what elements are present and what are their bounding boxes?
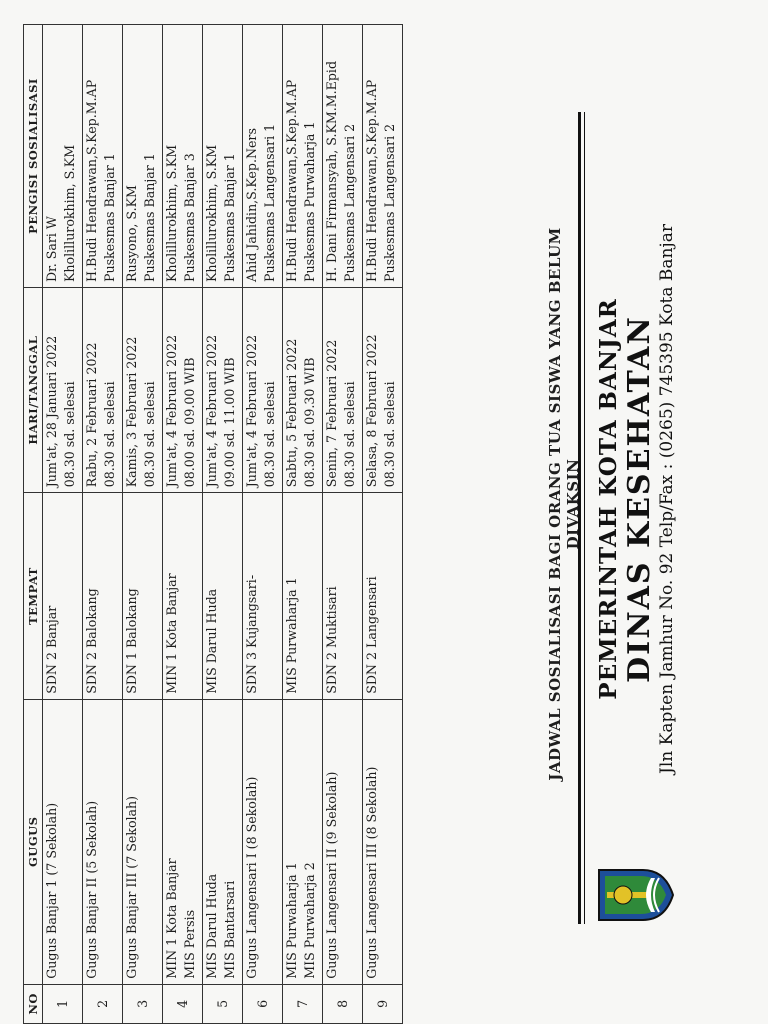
cell-pengisi-line: Puskesmas Banjar 1 <box>102 153 117 283</box>
cell-no <box>323 984 363 1023</box>
cell-pengisi-line: Kholillurokhim, S.KM <box>164 144 179 283</box>
cell-tempat <box>283 493 323 700</box>
cell-pengisi-line: Puskesmas Langensari 2 <box>382 123 397 283</box>
cell-gugus <box>83 699 123 984</box>
cell-hari-tanggal <box>163 288 203 493</box>
cell-gugus <box>163 699 203 984</box>
cell-tempat <box>363 493 403 700</box>
cell-gugus-line: MIS Darul Huda <box>204 873 219 979</box>
cell-pengisi-line: Puskesmas Banjar 1 <box>142 153 157 283</box>
cell-tempat-line: SDN 2 Langensari <box>364 576 379 694</box>
table-row <box>163 25 203 1024</box>
cell-tempat-line: SDN 2 Banjar <box>44 605 59 694</box>
cell-hari-tanggal-line: 08.30 sd. selesai <box>342 381 357 488</box>
cell-hari-tanggal-line: Rabu, 2 Februari 2022 <box>84 342 99 488</box>
cell-pengisi-line: H.Budi Hendrawan,S.Kep.M.AP <box>84 79 99 283</box>
cell-gugus <box>363 699 403 984</box>
cell-tempat-line: SDN 2 Muktisari <box>324 586 339 694</box>
cell-hari-tanggal <box>123 288 163 493</box>
cell-no <box>163 984 203 1023</box>
table-row <box>123 25 163 1024</box>
agency-address: Jln Kapten Jamhur No. 92 Telp/Fax : (0265) 745395 Kota Banjar <box>657 224 677 774</box>
cell-tempat <box>123 493 163 700</box>
cell-tempat <box>323 493 363 700</box>
cell-gugus-line: MIS Persis <box>182 909 197 979</box>
table-row <box>83 25 123 1024</box>
letterhead-rule-thin <box>584 112 585 924</box>
cell-pengisi-line: H. Dani Firmansyah, S.KM.M.Epid <box>324 60 339 283</box>
cell-gugus-line: Gugus Banjar II (5 Sekolah) <box>84 800 99 979</box>
cell-pengisi <box>243 25 283 288</box>
header-hari-tanggal: HARI/TANGGAL <box>24 288 43 493</box>
cell-hari-tanggal-line: Senin, 7 Februari 2022 <box>324 339 339 488</box>
agency-name: DINAS KESEHATAN <box>622 315 657 683</box>
cell-pengisi <box>283 25 323 288</box>
cell-tempat <box>83 493 123 700</box>
cell-hari-tanggal-line: 08.30 sd. selesai <box>262 381 277 488</box>
cell-hari-tanggal-line: Jum'at, 28 Januari 2022 <box>44 335 59 488</box>
cell-gugus-line: Gugus Banjar III (7 Sekolah) <box>124 795 139 979</box>
table-row <box>323 25 363 1024</box>
cell-gugus-line: MIN 1 Kota Banjar <box>164 858 179 979</box>
cell-hari-tanggal <box>323 288 363 493</box>
cell-no-line: 3 <box>134 999 150 1008</box>
cell-hari-tanggal-line: Kamis, 3 Februari 2022 <box>124 336 139 488</box>
cell-hari-tanggal-line: 08.30 sd. selesai <box>382 381 397 488</box>
cell-pengisi-line: H.Budi Hendrawan,S.Kep.M.AP <box>364 79 379 283</box>
header-gugus: GUGUS <box>24 699 43 984</box>
cell-hari-tanggal-line: Selasa, 8 Februari 2022 <box>364 334 379 488</box>
cell-pengisi-line: Puskesmas Banjar 1 <box>222 153 237 283</box>
cell-hari-tanggal-line: 08.30 sd. 09.30 WIB <box>302 357 317 488</box>
cell-pengisi <box>323 25 363 288</box>
table-row <box>243 25 283 1024</box>
cell-gugus <box>43 699 83 984</box>
cell-tempat-line: SDN 3 Kujangsari- <box>244 574 259 694</box>
cell-tempat-line: MIS Darul Huda <box>204 588 219 694</box>
cell-no <box>243 984 283 1023</box>
cell-gugus <box>323 699 363 984</box>
cell-tempat-line: MIS Purwaharja 1 <box>284 577 299 694</box>
cell-hari-tanggal-line: Jum'at, 4 Februari 2022 <box>204 334 219 488</box>
cell-pengisi <box>203 25 243 288</box>
cell-no-line: 8 <box>334 999 350 1008</box>
cell-pengisi <box>123 25 163 288</box>
cell-pengisi-line: Rusyono, S.KM <box>124 185 139 283</box>
cell-gugus-line: Gugus Langensari II (9 Sekolah) <box>324 771 339 979</box>
cell-gugus <box>123 699 163 984</box>
cell-pengisi-line: Puskesmas Purwaharja 1 <box>302 121 317 283</box>
table-row <box>43 25 83 1024</box>
cell-hari-tanggal-line: 09.00 sd. 11.00 WIB <box>222 357 237 488</box>
cell-hari-tanggal-line: 08.30 sd. selesai <box>102 381 117 488</box>
cell-no-line: 9 <box>374 999 390 1008</box>
document-title: JADWAL SOSIALISASI BAGI ORANG TUA SISWA YANG BELUM DIVAKSIN <box>546 227 582 781</box>
cell-no <box>203 984 243 1023</box>
cell-pengisi-line: Kholillurokhim, S.KM <box>62 144 77 283</box>
cell-hari-tanggal-line: Jum'at, 4 Februari 2022 <box>244 334 259 488</box>
header-pengisi: PENGISI SOSIALISASI <box>24 25 43 288</box>
table-row <box>363 25 403 1024</box>
cell-tempat <box>163 493 203 700</box>
cell-no-line: 5 <box>214 999 230 1008</box>
cell-hari-tanggal-line: Jum'at, 4 Februari 2022 <box>164 334 179 488</box>
cell-gugus-line: Gugus Langensari III (8 Sekolah) <box>364 766 379 979</box>
cell-gugus <box>243 699 283 984</box>
cell-tempat-line: SDN 1 Balokang <box>124 588 139 694</box>
cell-tempat <box>203 493 243 700</box>
cell-no-line: 1 <box>54 999 70 1008</box>
cell-pengisi <box>163 25 203 288</box>
header-no: NO <box>24 984 43 1023</box>
cell-hari-tanggal-line: 08.30 sd. selesai <box>142 381 157 488</box>
schedule-table <box>23 24 403 1024</box>
cell-gugus-line: MIS Purwaharja 1 <box>284 862 299 979</box>
government-name: PEMERINTAH KOTA BANJAR <box>595 298 622 700</box>
cell-hari-tanggal <box>43 288 83 493</box>
cell-tempat-line: MIN 1 Kota Banjar <box>164 573 179 694</box>
cell-hari-tanggal <box>363 288 403 493</box>
cell-gugus-line: MIS Bantarsari <box>222 880 237 979</box>
cell-no <box>123 984 163 1023</box>
cell-no <box>83 984 123 1023</box>
cell-gugus <box>203 699 243 984</box>
cell-tempat <box>43 493 83 700</box>
cell-pengisi-line: Dr. Sari W <box>44 216 59 283</box>
cell-gugus-line: MIS Purwaharja 2 <box>302 862 317 979</box>
cell-hari-tanggal <box>243 288 283 493</box>
cell-hari-tanggal-line: 08.00 sd. 09.00 WIB <box>182 357 197 488</box>
cell-pengisi <box>43 25 83 288</box>
cell-hari-tanggal <box>203 288 243 493</box>
cell-pengisi-line: Ahid Jahidin,S.Kep.Ners <box>244 128 259 283</box>
cell-no <box>283 984 323 1023</box>
cell-no-line: 7 <box>294 999 310 1008</box>
cell-gugus <box>283 699 323 984</box>
header-tempat: TEMPAT <box>24 493 43 700</box>
cell-pengisi-line: Kholillurokhim, S.KM <box>204 144 219 283</box>
cell-gugus-line: Gugus Langensari I (8 Sekolah) <box>244 776 259 979</box>
cell-pengisi-line: Puskesmas Banjar 3 <box>182 153 197 283</box>
table-row <box>283 25 323 1024</box>
cell-tempat <box>243 493 283 700</box>
cell-no-line: 4 <box>174 999 190 1008</box>
cell-pengisi <box>363 25 403 288</box>
table-row <box>203 25 243 1024</box>
cell-pengisi-line: Puskesmas Langensari 2 <box>342 123 357 283</box>
cell-gugus-line: Gugus Banjar 1 (7 Sekolah) <box>44 802 59 979</box>
cell-hari-tanggal-line: 08.30 sd. selesai <box>62 381 77 488</box>
cell-tempat-line: SDN 2 Balokang <box>84 588 99 694</box>
cell-pengisi-line: H.Budi Hendrawan,S.Kep.M.AP <box>284 79 299 283</box>
cell-no <box>43 984 83 1023</box>
cell-no-line: 2 <box>94 999 110 1008</box>
cell-no-line: 6 <box>254 999 270 1008</box>
cell-pengisi-line: Puskesmas Langensari 1 <box>262 123 277 283</box>
cell-pengisi <box>83 25 123 288</box>
cell-no <box>363 984 403 1023</box>
cell-hari-tanggal <box>83 288 123 493</box>
table-header-row <box>24 25 43 1024</box>
cell-hari-tanggal <box>283 288 323 493</box>
cell-hari-tanggal-line: Sabtu, 5 Februari 2022 <box>284 338 299 488</box>
